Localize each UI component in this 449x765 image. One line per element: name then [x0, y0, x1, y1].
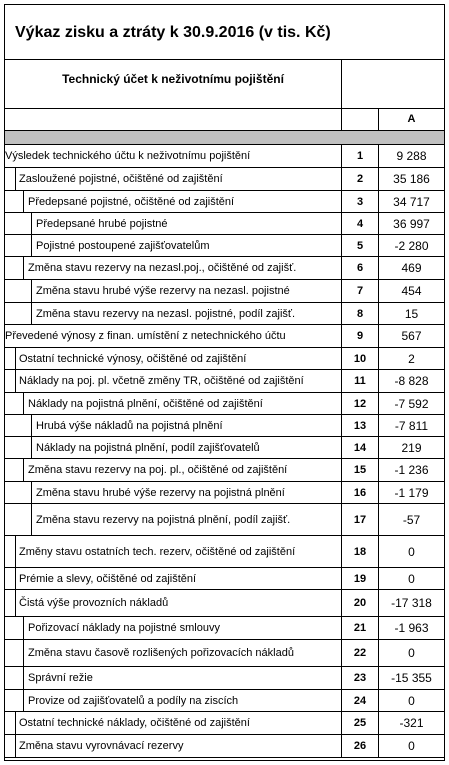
row-value: 0	[378, 690, 444, 711]
row-value: 0	[378, 536, 444, 567]
row-number: 19	[341, 568, 378, 589]
row-label: Změna stavu vyrovnávací rezervy	[15, 735, 341, 757]
row-number: 1	[341, 145, 378, 167]
row-value: -2 280	[378, 235, 444, 256]
row-label: Změna stavu rezervy na poj. pl., očištěné od zajištění	[23, 459, 341, 481]
row-label: Ostatní technické náklady, očištěné od zajištění	[15, 712, 341, 734]
row-number: 22	[341, 640, 378, 666]
row-number: 20	[341, 590, 378, 616]
row-value: 567	[378, 325, 444, 347]
row-value: 34 717	[378, 191, 444, 212]
row-value: -1 179	[378, 482, 444, 503]
row-value: -1 963	[378, 617, 444, 639]
row-value: 219	[378, 437, 444, 458]
row-label: Náklady na poj. pl. včetně změny TR, očištěné od zajištění	[15, 370, 341, 392]
table-row	[5, 393, 444, 415]
report-title: Výkaz zisku a ztráty k 30.9.2016 (v tis. Kč)	[15, 24, 331, 41]
table-row	[5, 280, 444, 303]
row-label: Náklady na pojistná plnění, podíl zajišťovatelů	[31, 437, 341, 458]
table-row	[5, 667, 444, 690]
row-value: 469	[378, 257, 444, 279]
row-number: 21	[341, 617, 378, 639]
table-row	[5, 712, 444, 735]
row-label: Náklady na pojistná plnění, očištěné od zajištění	[23, 393, 341, 414]
row-value: 0	[378, 640, 444, 666]
row-value: 35 186	[378, 168, 444, 190]
row-value: 454	[378, 280, 444, 302]
row-number: 15	[341, 459, 378, 481]
row-label: Prémie a slevy, očištěné od zajištění	[15, 568, 341, 589]
row-number: 3	[341, 191, 378, 212]
row-value: -8 828	[378, 370, 444, 392]
column-header-num-cell	[341, 109, 378, 130]
row-label: Změny stavu ostatních tech. rezerv, očištěné od zajištění	[15, 536, 341, 567]
row-value: -1 236	[378, 459, 444, 481]
row-value: 15	[378, 303, 444, 324]
row-number: 12	[341, 393, 378, 414]
row-number: 14	[341, 437, 378, 458]
row-number: 4	[341, 213, 378, 234]
row-label: Čistá výše provozních nákladů	[15, 590, 341, 616]
row-number: 10	[341, 348, 378, 369]
row-number: 5	[341, 235, 378, 256]
row-number: 23	[341, 667, 378, 689]
row-value: -7 592	[378, 393, 444, 414]
row-label: Hrubá výše nákladů na pojistná plnění	[31, 415, 341, 436]
row-label: Předepsané hrubé pojistné	[31, 213, 341, 234]
table-row	[5, 168, 444, 191]
table-row	[5, 640, 444, 667]
table-row	[5, 415, 444, 437]
row-value: 2	[378, 348, 444, 369]
row-number: 8	[341, 303, 378, 324]
table-row	[5, 459, 444, 482]
row-number: 16	[341, 482, 378, 503]
table-row	[5, 617, 444, 640]
row-label: Pořizovací náklady na pojistné smlouvy	[23, 617, 341, 639]
row-value: 0	[378, 735, 444, 757]
row-value: -17 318	[378, 590, 444, 616]
table-row	[5, 235, 444, 257]
row-number: 11	[341, 370, 378, 392]
row-number: 2	[341, 168, 378, 190]
row-number: 26	[341, 735, 378, 757]
table-row	[5, 348, 444, 370]
row-label: Převedené výnosy z finan. umístění z netechnického účtu	[5, 330, 286, 342]
row-label: Zasloužené pojistné, očištěné od zajištění	[15, 168, 341, 190]
table-row	[5, 735, 444, 758]
table-row	[5, 437, 444, 459]
table-row	[5, 536, 444, 568]
row-number: 13	[341, 415, 378, 436]
row-label: Změna stavu rezervy na nezasl.poj., očištěné od zajišť.	[23, 257, 341, 279]
statement-table	[4, 4, 445, 761]
table-row	[5, 303, 444, 325]
row-label: Ostatní technické výnosy, očištěné od zajištění	[15, 348, 341, 369]
row-number: 9	[341, 325, 378, 347]
table-row	[5, 568, 444, 590]
grey-band	[5, 131, 444, 145]
table-row	[5, 191, 444, 213]
column-header-row	[5, 109, 444, 131]
table-row	[5, 257, 444, 280]
row-number: 7	[341, 280, 378, 302]
row-label: Změna stavu hrubé výše rezervy na pojistná plnění	[31, 482, 341, 503]
row-value: -15 355	[378, 667, 444, 689]
row-number: 24	[341, 690, 378, 711]
section-header-num-cell	[341, 60, 378, 108]
table-row	[5, 590, 444, 617]
row-value: 36 997	[378, 213, 444, 234]
title-cell	[5, 5, 444, 60]
table-row	[5, 482, 444, 504]
row-value: -321	[378, 712, 444, 734]
row-label: Změna stavu časově rozlišených pořizovacích nákladů	[23, 640, 341, 666]
row-label: Předepsané pojistné, očištěné od zajištění	[23, 191, 341, 212]
row-label: Pojistné postoupené zajišťovatelům	[31, 235, 341, 256]
section-header: Technický účet k neživotnímu pojištění	[62, 72, 284, 86]
row-label: Výsledek technického účtu k neživotnímu pojištění	[5, 150, 251, 162]
table-row	[5, 325, 444, 348]
row-value: -7 811	[378, 415, 444, 436]
table-row	[5, 145, 444, 168]
row-label: Změna stavu hrubé výše rezervy na nezasl. pojistné	[31, 280, 341, 302]
section-header-row	[5, 60, 444, 109]
table-row	[5, 213, 444, 235]
table-row	[5, 370, 444, 393]
row-number: 18	[341, 536, 378, 567]
row-label: Provize od zajišťovatelů a podíly na ziscích	[23, 690, 341, 711]
table-row	[5, 504, 444, 536]
row-label: Změna stavu rezervy na nezasl. pojistné, podíl zajišť.	[31, 303, 341, 324]
row-number: 6	[341, 257, 378, 279]
row-label: Správní režie	[23, 667, 341, 689]
row-label: Změna stavu rezervy na pojistná plnění, podíl zajišť.	[31, 504, 341, 535]
row-number: 17	[341, 504, 378, 535]
row-value: -57	[378, 504, 444, 535]
row-number: 25	[341, 712, 378, 734]
row-value: 9 288	[378, 145, 444, 167]
table-row	[5, 690, 444, 712]
row-value: 0	[378, 568, 444, 589]
column-header-a: A	[378, 109, 444, 130]
